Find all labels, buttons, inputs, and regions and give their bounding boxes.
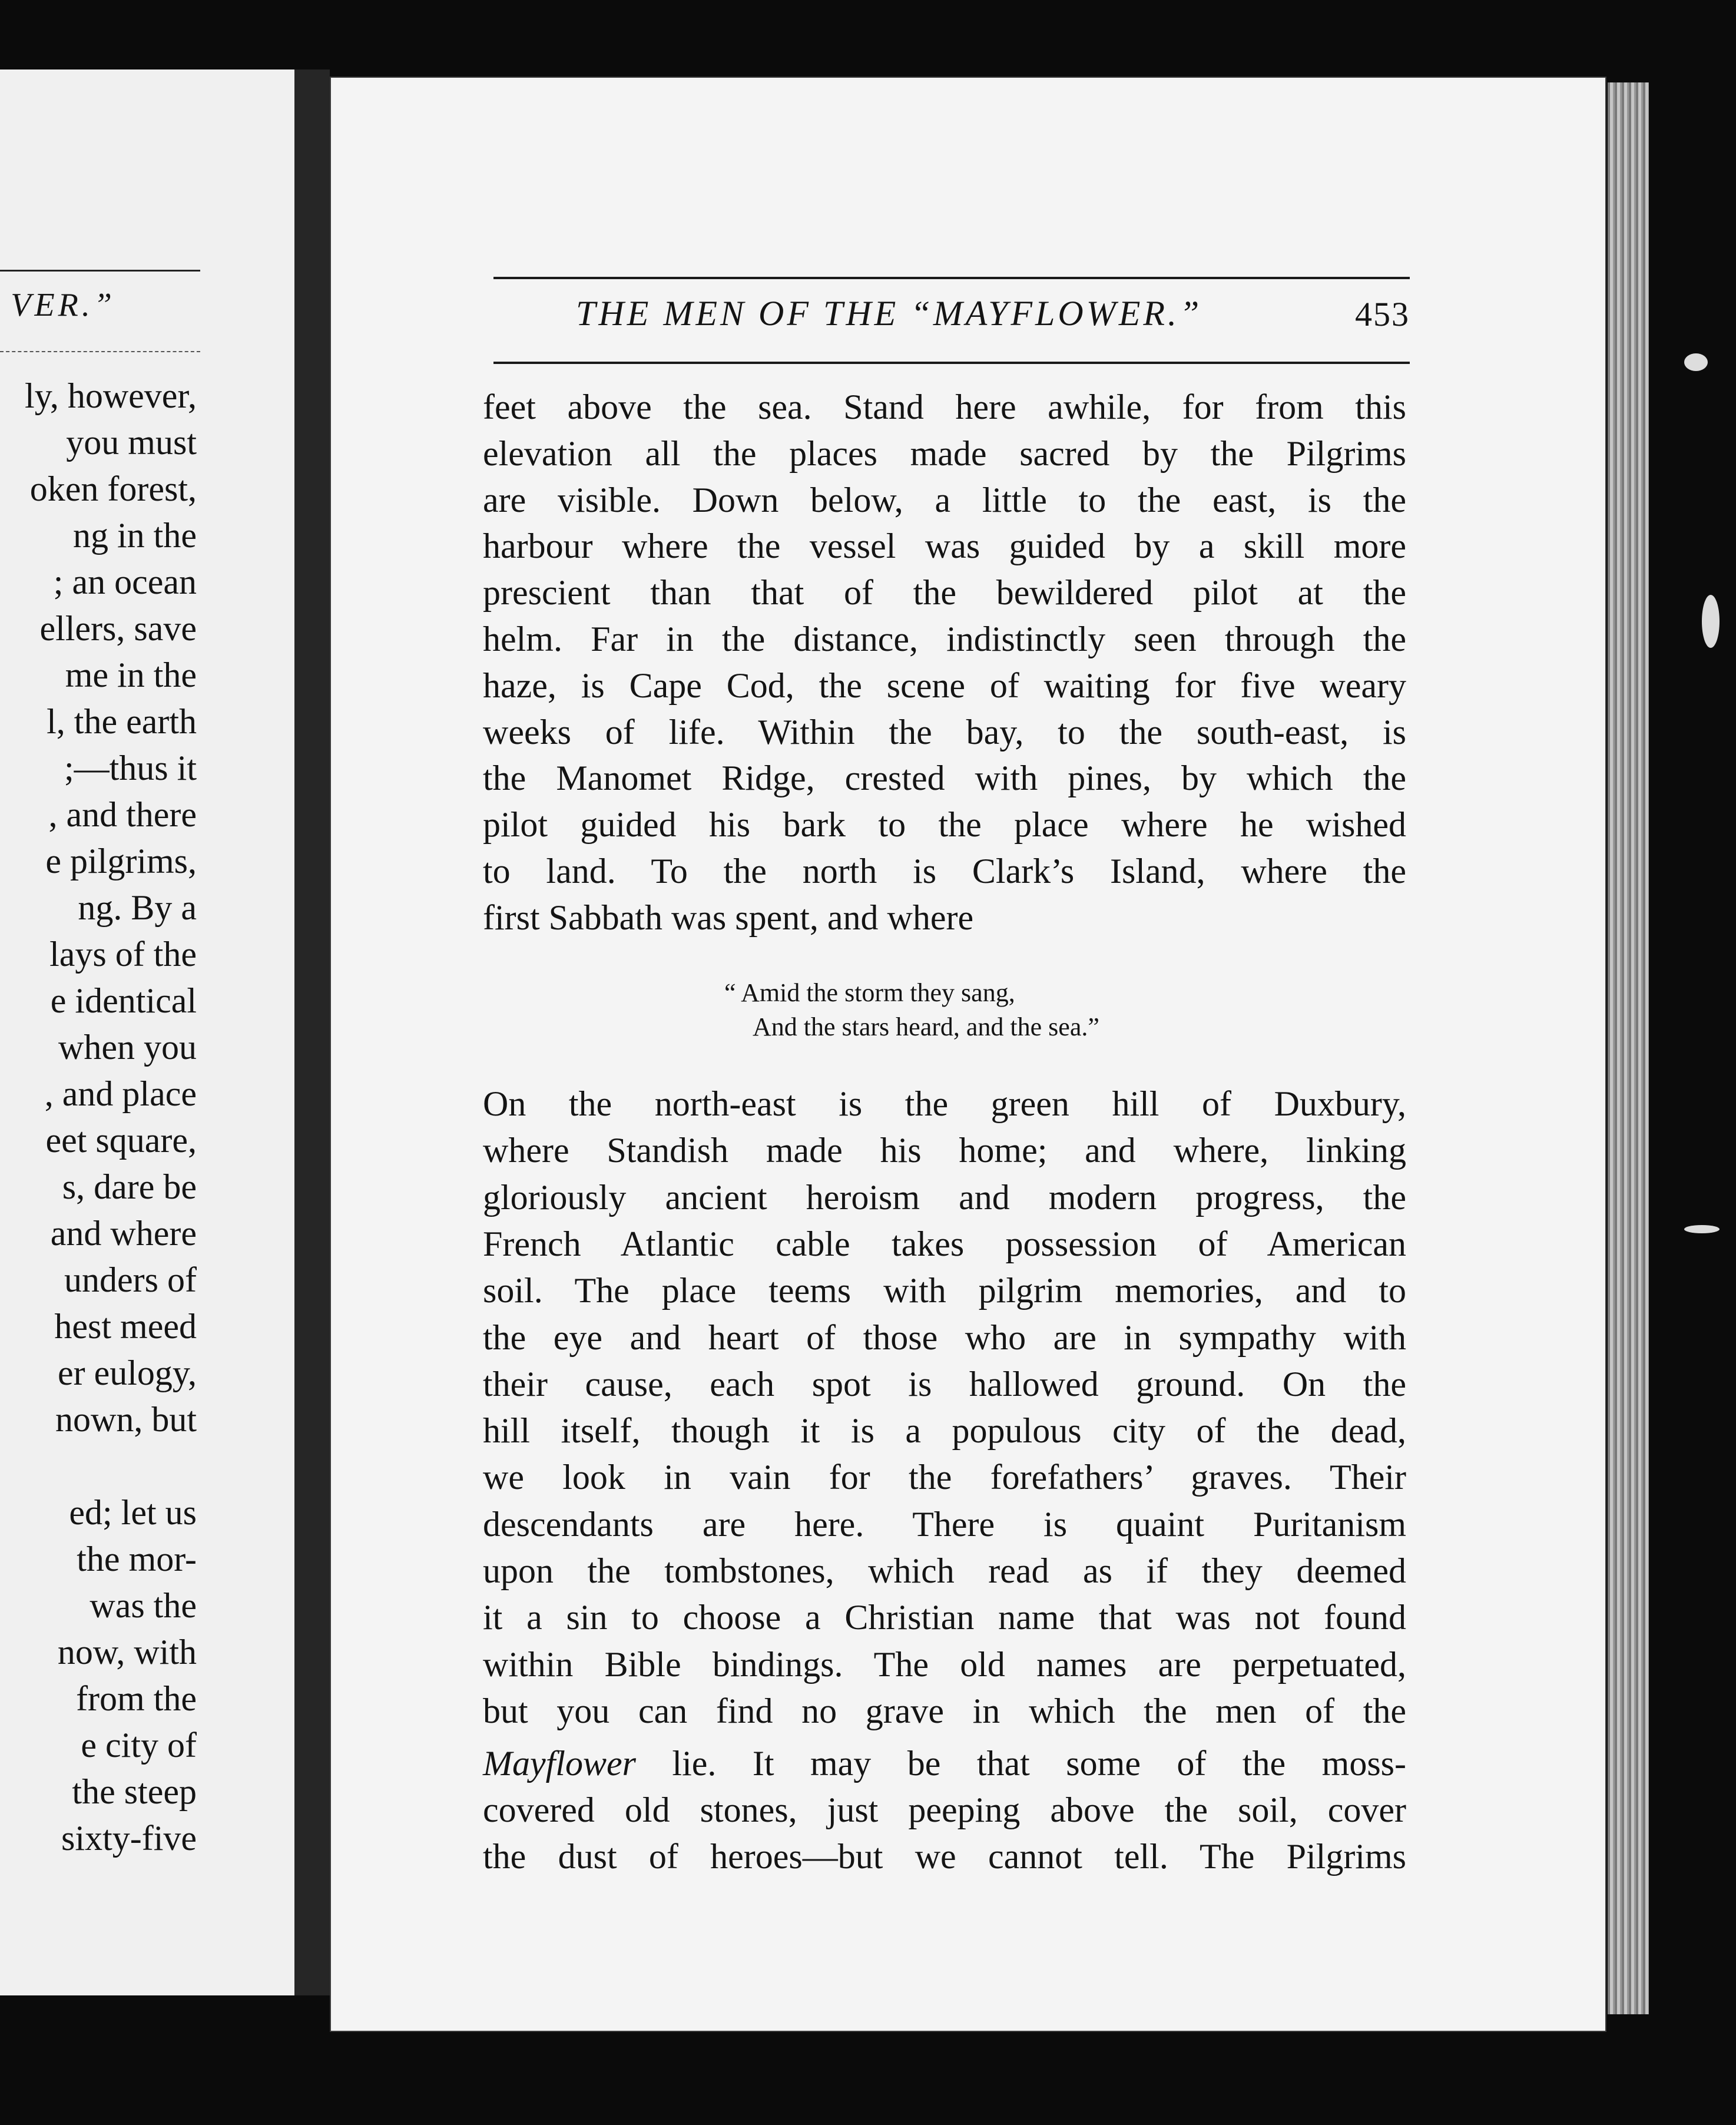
header-rule-bottom: [493, 362, 1410, 364]
left-header-rule-lower: [0, 351, 200, 352]
text-line: pilot guided his bark to the place where he wished: [483, 805, 1406, 845]
left-text-line: sixty-five: [61, 1819, 197, 1858]
page-speck: [1684, 1225, 1720, 1233]
page-edges: [1608, 82, 1649, 2014]
left-text-line: was the: [90, 1586, 197, 1625]
text-line: the dust of heroes—but we cannot tell. The Pilgrims: [483, 1837, 1406, 1876]
left-text-line: ng in the: [73, 516, 197, 555]
running-head: [493, 293, 1410, 340]
verse-line: “ Amid the storm they sang,: [724, 978, 1015, 1007]
left-text-line: er eulogy,: [57, 1353, 197, 1392]
left-text-line: ly, however,: [25, 376, 197, 415]
left-text-line: oken forest,: [29, 469, 197, 508]
left-text-line: nown, but: [55, 1400, 197, 1439]
text-line: within Bible bindings. The old names are perpetuated,: [483, 1644, 1406, 1684]
book-gutter: [294, 69, 330, 1995]
ship-line-rest: lie. It may be that some of the moss-: [635, 1744, 1406, 1783]
body-line-mayflower: [483, 1742, 1406, 1785]
text-line: the Manomet Ridge, crested with pines, by which the: [483, 759, 1406, 798]
left-text-line: l, the earth: [47, 702, 197, 741]
text-line: French Atlantic cable takes possession of American: [483, 1224, 1406, 1263]
left-text-line: from the: [76, 1679, 197, 1718]
left-text-line: eet square,: [45, 1121, 197, 1160]
text-line: soil. The place teems with pilgrim memories, and to: [483, 1271, 1406, 1310]
text-line: elevation all the places made sacred by the Pilgrims: [483, 433, 1406, 473]
left-text-line: and where: [50, 1214, 197, 1253]
text-line: weeks of life. Within the bay, to the south-east, is: [483, 712, 1406, 752]
text-line: prescient than that of the bewildered pilot at the: [483, 573, 1406, 613]
left-text-line: , and place: [44, 1074, 197, 1113]
left-text-line: unders of: [64, 1260, 197, 1299]
ship-name: Mayflower: [483, 1744, 636, 1783]
text-line: their cause, each spot is hallowed ground. On the: [483, 1364, 1406, 1404]
text-line: descendants are here. There is quaint Puritanism: [483, 1504, 1406, 1544]
left-text-line: the steep: [72, 1772, 197, 1811]
verse-line: And the stars heard, and the sea.”: [753, 1012, 1099, 1041]
text-line: the eye and heart of those who are in sympathy with: [483, 1318, 1406, 1357]
text-line: to land. To the north is Clark’s Island, where the: [483, 852, 1406, 891]
text-line: helm. Far in the distance, indistinctly seen through the: [483, 620, 1406, 658]
text-line: haze, is Cape Cod, the scene of waiting for five weary: [483, 666, 1406, 705]
left-header-rule: [0, 270, 200, 272]
left-text-line: when you: [58, 1028, 197, 1067]
left-text-line: ;—thus it: [64, 749, 197, 787]
text-line: it a sin to choose a Christian name that was not found: [483, 1598, 1406, 1637]
left-text-line: you must: [66, 423, 197, 462]
right-page: [330, 77, 1606, 2032]
page-number: 453: [1355, 295, 1410, 333]
text-line: harbour where the vessel was guided by a skill more: [483, 527, 1406, 566]
left-running-head: VER.”: [11, 287, 115, 323]
text-line: hill itself, though it is a populous city of the dead,: [483, 1411, 1406, 1451]
left-text-line: ng. By a: [78, 888, 197, 927]
left-text-line: ellers, save: [39, 609, 197, 648]
text-line: covered old stones, just peeping above the soil, cover: [483, 1790, 1406, 1829]
text-line: but you can find no grave in which the men of the: [483, 1691, 1406, 1730]
left-text-line: the mor-: [77, 1540, 197, 1578]
left-text-line: e identical: [50, 981, 197, 1020]
left-text-line: s, dare be: [62, 1167, 197, 1206]
text-line: feet above the sea. Stand here awhile, for from this: [483, 388, 1406, 426]
left-page: [0, 69, 327, 1995]
header-rule-top: [493, 277, 1410, 279]
text-line: upon the tombstones, which read as if they deemed: [483, 1551, 1406, 1590]
left-text-line: e city of: [81, 1726, 197, 1765]
left-text-line: , and there: [48, 795, 197, 834]
running-title: THE MEN OF THE “MAYFLOWER.”: [576, 294, 1202, 333]
text-line: first Sabbath was spent, and where: [483, 898, 974, 937]
left-text-line: me in the: [65, 656, 197, 694]
page-speck: [1684, 353, 1708, 371]
left-text-line: e pilgrims,: [45, 842, 197, 881]
text-line: we look in vain for the forefathers’ graves. Their: [483, 1458, 1406, 1497]
text-line: where Standish made his home; and where, linking: [483, 1131, 1406, 1170]
left-text-line: lays of the: [49, 935, 197, 974]
text-line: are visible. Down below, a little to the east, is the: [483, 480, 1406, 519]
left-text-line: ; an ocean: [53, 562, 197, 601]
text-line: gloriously ancient heroism and modern progress, the: [483, 1177, 1406, 1217]
left-text-line: hest meed: [54, 1307, 197, 1346]
left-text-line: ed; let us: [69, 1493, 197, 1532]
left-text-line: now, with: [57, 1633, 197, 1671]
text-line: On the north-east is the green hill of Duxbury,: [483, 1084, 1406, 1123]
page-speck: [1702, 595, 1720, 648]
